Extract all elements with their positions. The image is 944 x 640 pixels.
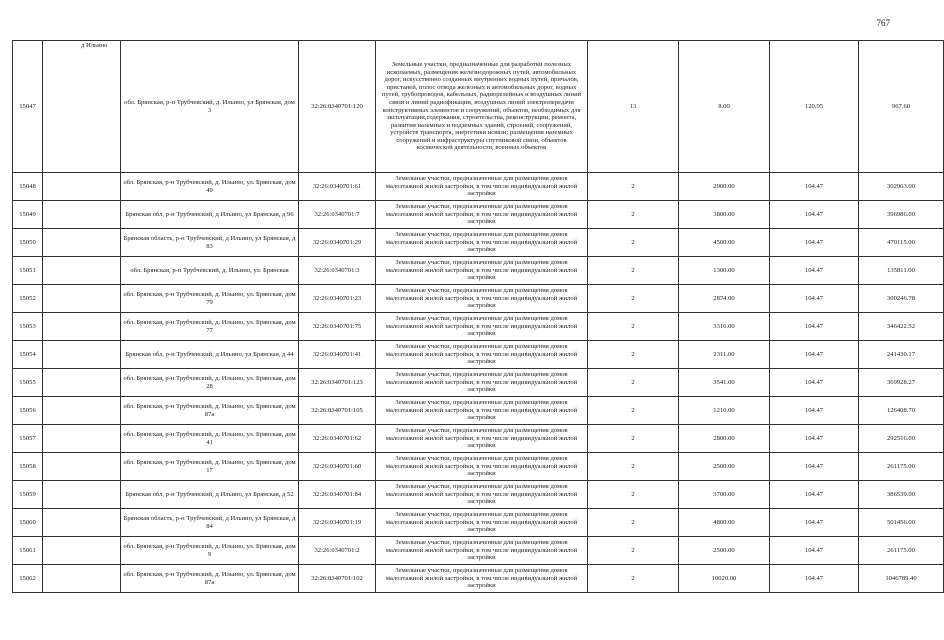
address-cell: Брянская обл, р-н Трубчевский, д Ильино, ул Брянская, д 96 <box>121 201 299 229</box>
settlement-cell <box>43 313 121 341</box>
rate-cell: 104.47 <box>770 397 859 425</box>
address-cell: обл. Брянская, р-н Трубчевский, д. Ильино, ул. Брянская, дом 49 <box>121 173 299 201</box>
settlement-cell <box>43 201 121 229</box>
address-cell: Брянская область, р-н Трубчевский, д Ильино, ул Брянская, д 84 <box>121 509 299 537</box>
category-cell: 2 <box>588 201 679 229</box>
settlement-cell <box>43 341 121 369</box>
settlement-cell <box>43 397 121 425</box>
area-cell: 3700.00 <box>679 481 770 509</box>
cadastral-cost-cell: 470115.00 <box>859 229 944 257</box>
settlement-cell <box>43 41 121 173</box>
land-use-cell: Земельные участки, предназначенные для размещения домов малоэтажной жилой застройки, в том числе индивидуальной жилой застройки <box>376 537 588 565</box>
category-cell: 2 <box>588 397 679 425</box>
area-cell: 1210.00 <box>679 397 770 425</box>
cadastral-cost-cell: 346422.52 <box>859 313 944 341</box>
cadastral-number-cell: 32:26:0340701:62 <box>299 425 376 453</box>
table-row <box>13 509 944 537</box>
land-use-cell: Земельные участки, предназначенные для размещения домов малоэтажной жилой застройки, в том числе индивидуальной жилой застройки <box>376 425 588 453</box>
settlement-cell <box>43 509 121 537</box>
land-use-cell: Земельные участки, предназначенные для размещения домов малоэтажной жилой застройки, в том числе индивидуальной жилой застройки <box>376 201 588 229</box>
land-use-cell: Земельные участки, предназначенные для разработки полезных ископаемых, размещения железнодорожных путей, автомобильных дорог, искусственно созданных внутренних водных путей, причалов, пристаней, полос отвода железных и автомобильных дорог, водных путей, трубопроводов, кабельных, радиорелейных и воздушных линий связи и линий радиофикации, воздушных линий электропередачи конструктивных элементов и сооружений, объектов, необходимых для эксплуатации,содержания, строительства, реконструкции, ремонта, развития наземных и подземных зданий, строений, сооружений, устройств транспорта, энергетики исвязи; размещения наземных сооружений и инфраструктуры спутниковой связи, объектов космической деятельности, военных объектов <box>376 41 588 173</box>
row-number: 15047 <box>13 41 43 173</box>
address-cell: обл. Брянская, р-н Трубчевский, д. Ильино, ул. Брянская, дом 87а <box>121 565 299 593</box>
cadastral-cost-cell: 261175.00 <box>859 537 944 565</box>
land-use-cell: Земельные участки, предназначенные для размещения домов малоэтажной жилой застройки, в том числе индивидуальной жилой застройки <box>376 313 588 341</box>
area-cell: 2874.00 <box>679 285 770 313</box>
category-cell: 2 <box>588 341 679 369</box>
land-use-cell: Земельные участки, предназначенные для размещения домов малоэтажной жилой застройки, в том числе индивидуальной жилой застройки <box>376 453 588 481</box>
row-number: 15054 <box>13 341 43 369</box>
row-number: 15051 <box>13 257 43 285</box>
cadastral-registry-table <box>12 40 944 593</box>
cadastral-cost-cell: 369928.27 <box>859 369 944 397</box>
category-cell: 2 <box>588 565 679 593</box>
category-cell: 2 <box>588 453 679 481</box>
cadastral-number-cell: 32:26:0340701:120 <box>299 41 376 173</box>
area-cell: 4500.00 <box>679 229 770 257</box>
rate-cell: 104.47 <box>770 341 859 369</box>
address-cell: обл. Брянская, р-н Трубчевский, д. Ильино, ул. Брянская <box>121 257 299 285</box>
rate-cell: 104.47 <box>770 481 859 509</box>
settlement-cell <box>43 257 121 285</box>
rate-cell: 104.47 <box>770 313 859 341</box>
address-cell: Брянская обл, р-н Трубчевский, д Ильино, ул Брянская, д 52 <box>121 481 299 509</box>
row-number: 15058 <box>13 453 43 481</box>
row-number: 15062 <box>13 565 43 593</box>
row-number: 15048 <box>13 173 43 201</box>
row-number: 15049 <box>13 201 43 229</box>
rate-cell: 104.47 <box>770 285 859 313</box>
address-cell: обл. Брянская, р-н Трубчевский, д. Ильино, ул. Брянская, дом 41 <box>121 425 299 453</box>
cadastral-number-cell: 32:26:0340701:102 <box>299 565 376 593</box>
cadastral-number-cell: 32:26:0340701:3 <box>299 257 376 285</box>
cadastral-cost-cell: 386539.00 <box>859 481 944 509</box>
land-use-cell: Земельные участки, предназначенные для размещения домов малоэтажной жилой застройки, в том числе индивидуальной жилой застройки <box>376 285 588 313</box>
address-cell: обл. Брянская, р-н Трубчевский, д. Ильино, ул. Брянская, дом 17 <box>121 453 299 481</box>
cadastral-number-cell: 32:26:0340701:105 <box>299 397 376 425</box>
cadastral-cost-cell: 241430.17 <box>859 341 944 369</box>
settlement-cell <box>43 285 121 313</box>
area-cell: 2900.00 <box>679 173 770 201</box>
land-use-cell: Земельные участки, предназначенные для размещения домов малоэтажной жилой застройки, в том числе индивидуальной жилой застройки <box>376 257 588 285</box>
settlement-cell <box>43 425 121 453</box>
cadastral-number-cell: 32:26:0340701:23 <box>299 285 376 313</box>
rate-cell: 104.47 <box>770 369 859 397</box>
table-row <box>13 313 944 341</box>
area-cell: 3541.00 <box>679 369 770 397</box>
settlement-cell <box>43 229 121 257</box>
rate-cell: 104.47 <box>770 453 859 481</box>
land-use-cell: Земельные участки, предназначенные для размещения домов малоэтажной жилой застройки, в том числе индивидуальной жилой застройки <box>376 173 588 201</box>
cadastral-number-cell: 32:26:0340701:29 <box>299 229 376 257</box>
land-use-cell: Земельные участки, предназначенные для размещения домов малоэтажной жилой застройки, в том числе индивидуальной жилой застройки <box>376 509 588 537</box>
rate-cell: 120.95 <box>770 41 859 173</box>
row-number: 15057 <box>13 425 43 453</box>
table-row <box>13 285 944 313</box>
table-row <box>13 257 944 285</box>
area-cell: 2500.00 <box>679 453 770 481</box>
table-row <box>13 41 944 173</box>
category-cell: 2 <box>588 537 679 565</box>
row-number: 15059 <box>13 481 43 509</box>
rate-cell: 104.47 <box>770 201 859 229</box>
row-number: 15061 <box>13 537 43 565</box>
category-cell: 2 <box>588 313 679 341</box>
cadastral-cost-cell: 261175.00 <box>859 453 944 481</box>
area-cell: 2500.00 <box>679 537 770 565</box>
registry-table-body <box>13 41 944 593</box>
area-cell: 2311.00 <box>679 341 770 369</box>
table-row <box>13 369 944 397</box>
table-row <box>13 565 944 593</box>
settlement-cell <box>43 173 121 201</box>
area-cell: 8.00 <box>679 41 770 173</box>
row-number: 15053 <box>13 313 43 341</box>
rate-cell: 104.47 <box>770 229 859 257</box>
cadastral-cost-cell: 135811.00 <box>859 257 944 285</box>
cadastral-number-cell: 32:26:0340701:41 <box>299 341 376 369</box>
table-row <box>13 201 944 229</box>
cadastral-cost-cell: 501456.00 <box>859 509 944 537</box>
address-cell: Брянская обл, р-н Трубчевский, д Ильино, ул Брянская, д 44 <box>121 341 299 369</box>
row-number: 15056 <box>13 397 43 425</box>
table-row <box>13 425 944 453</box>
land-use-cell: Земельные участки, предназначенные для размещения домов малоэтажной жилой застройки, в том числе индивидуальной жилой застройки <box>376 565 588 593</box>
cadastral-cost-cell: 302963.00 <box>859 173 944 201</box>
land-use-cell: Земельные участки, предназначенные для размещения домов малоэтажной жилой застройки, в том числе индивидуальной жилой застройки <box>376 397 588 425</box>
address-cell: Брянская область, р-н Трубчевский, д Ильино, ул Брянская, д 83 <box>121 229 299 257</box>
address-cell: обл. Брянская, р-н Трубчевский, д. Ильино, ул. Брянская, дом 9 <box>121 537 299 565</box>
rate-cell: 104.47 <box>770 509 859 537</box>
category-cell: 13 <box>588 41 679 173</box>
cadastral-cost-cell: 300246.78 <box>859 285 944 313</box>
row-number: 15060 <box>13 509 43 537</box>
category-cell: 2 <box>588 257 679 285</box>
address-cell: обл. Брянская, р-н Трубчевский, д. Ильино, ул. Брянская, дом 77 <box>121 313 299 341</box>
land-use-cell: Земельные участки, предназначенные для размещения домов малоэтажной жилой застройки, в том числе индивидуальной жилой застройки <box>376 229 588 257</box>
cadastral-cost-cell: 126408.70 <box>859 397 944 425</box>
cadastral-cost-cell: 1046789.40 <box>859 565 944 593</box>
rate-cell: 104.47 <box>770 425 859 453</box>
cadastral-cost-cell: 967.60 <box>859 41 944 173</box>
land-use-cell: Земельные участки, предназначенные для размещения домов малоэтажной жилой застройки, в том числе индивидуальной жилой застройки <box>376 369 588 397</box>
rate-cell: 104.47 <box>770 173 859 201</box>
settlement-cell <box>43 565 121 593</box>
category-cell: 2 <box>588 285 679 313</box>
table-row <box>13 341 944 369</box>
address-cell: обл. Брянская, р-н Трубчевский, д. Ильино, ул. Брянская, дом 79 <box>121 285 299 313</box>
address-cell: обл. Брянская, р-н Трубчевский, д. Ильино, ул Брянская, дом 3 <box>121 41 299 173</box>
row-number: 15052 <box>13 285 43 313</box>
row-number: 15055 <box>13 369 43 397</box>
category-cell: 2 <box>588 369 679 397</box>
land-use-cell: Земельные участки, предназначенные для размещения домов малоэтажной жилой застройки, в том числе индивидуальной жилой застройки <box>376 481 588 509</box>
category-cell: 2 <box>588 173 679 201</box>
area-cell: 2800.00 <box>679 425 770 453</box>
area-cell: 3800.00 <box>679 201 770 229</box>
settlement-name: д Ильино <box>81 42 108 49</box>
cadastral-number-cell: 32:26:0340701:75 <box>299 313 376 341</box>
table-row <box>13 397 944 425</box>
cadastral-number-cell: 32:26:0340701:84 <box>299 481 376 509</box>
page-number: 767 <box>876 18 890 28</box>
category-cell: 2 <box>588 481 679 509</box>
cadastral-cost-cell: 292516.00 <box>859 425 944 453</box>
settlement-cell <box>43 481 121 509</box>
table-row <box>13 453 944 481</box>
area-cell: 10020.00 <box>679 565 770 593</box>
row-number: 15050 <box>13 229 43 257</box>
area-cell: 3316.00 <box>679 313 770 341</box>
cadastral-number-cell: 32:26:0340701:61 <box>299 173 376 201</box>
table-row <box>13 537 944 565</box>
address-cell: обл. Брянская, р-н Трубчевский, д. Ильино, ул. Брянская, дом 28 <box>121 369 299 397</box>
table-row <box>13 173 944 201</box>
area-cell: 4800.00 <box>679 509 770 537</box>
category-cell: 2 <box>588 229 679 257</box>
cadastral-number-cell: 32:26:0340701:60 <box>299 453 376 481</box>
settlement-cell <box>43 369 121 397</box>
rate-cell: 104.47 <box>770 565 859 593</box>
cadastral-number-cell: 32:26:0340701:123 <box>299 369 376 397</box>
category-cell: 2 <box>588 509 679 537</box>
category-cell: 2 <box>588 425 679 453</box>
cadastral-number-cell: 32:26:0340701:7 <box>299 201 376 229</box>
land-use-cell: Земельные участки, предназначенные для размещения домов малоэтажной жилой застройки, в том числе индивидуальной жилой застройки <box>376 341 588 369</box>
cadastral-number-cell: 32:26:0340701:19 <box>299 509 376 537</box>
rate-cell: 104.47 <box>770 257 859 285</box>
table-row <box>13 481 944 509</box>
settlement-cell <box>43 537 121 565</box>
address-cell: обл. Брянская, р-н Трубчевский, д. Ильино, ул. Брянская, дом 87а <box>121 397 299 425</box>
cadastral-cost-cell: 396986.00 <box>859 201 944 229</box>
area-cell: 1300.00 <box>679 257 770 285</box>
settlement-cell <box>43 453 121 481</box>
cadastral-number-cell: 32:26:0340701:2 <box>299 537 376 565</box>
rate-cell: 104.47 <box>770 537 859 565</box>
table-row <box>13 229 944 257</box>
